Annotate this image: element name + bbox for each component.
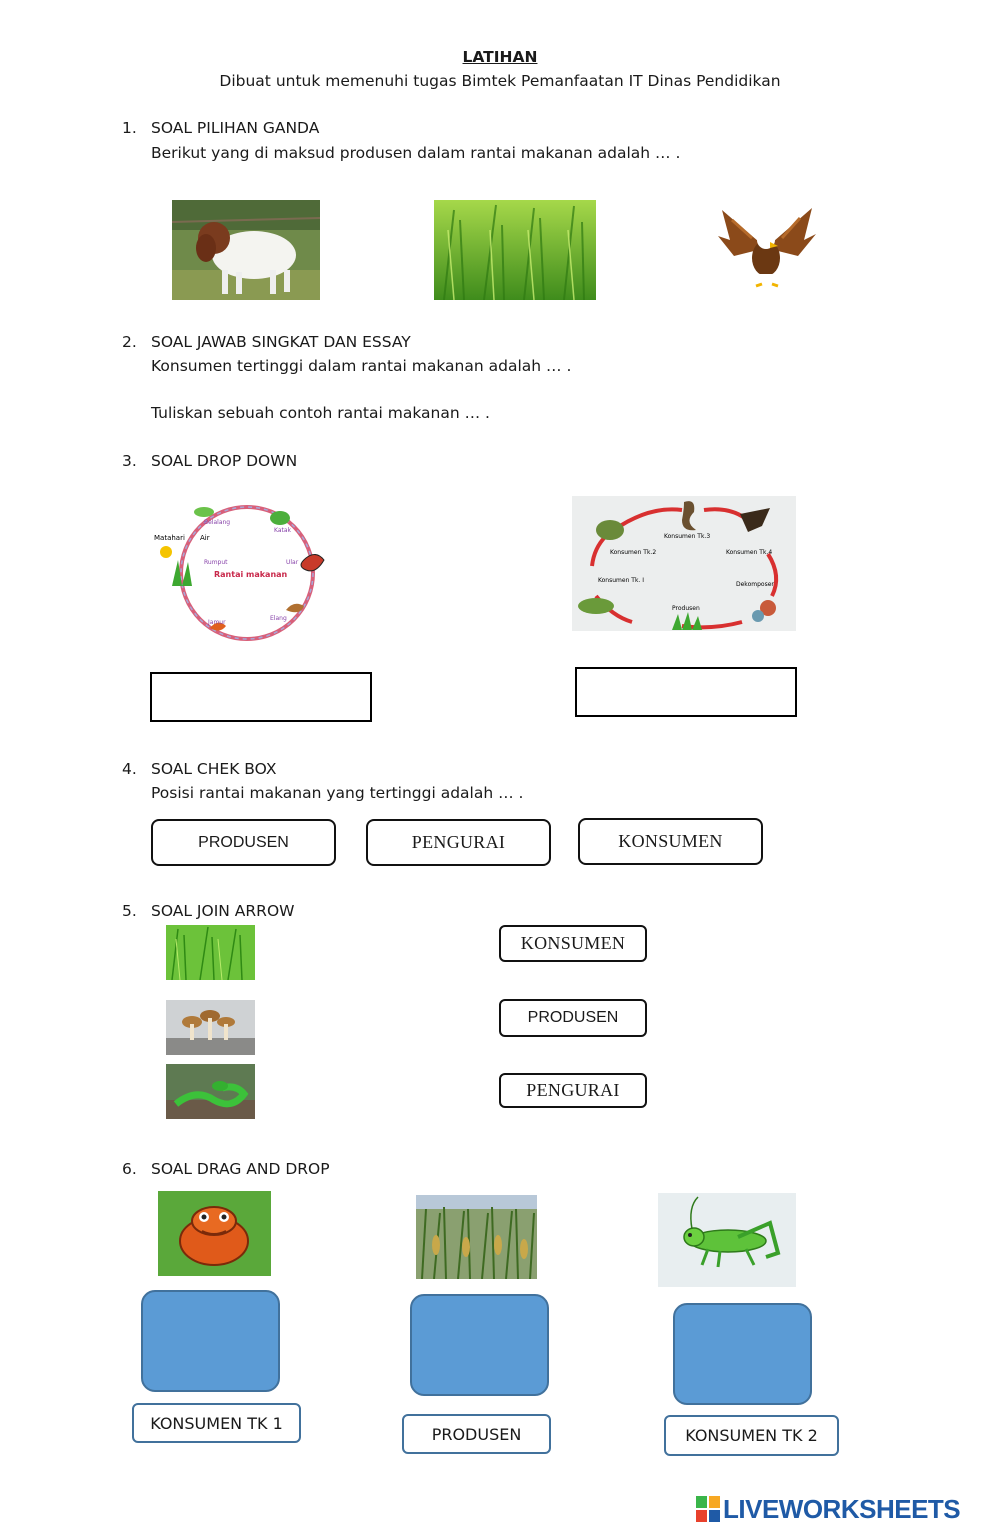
q1-heading: SOAL PILIHAN GANDA bbox=[151, 119, 320, 137]
drag-label-konsumen-tk2[interactable]: KONSUMEN TK 2 bbox=[664, 1415, 839, 1456]
drop-zone-3[interactable] bbox=[673, 1303, 812, 1405]
liveworksheets-logo-icon bbox=[696, 1496, 720, 1522]
drop-zone-2[interactable] bbox=[410, 1294, 549, 1396]
grass-image[interactable] bbox=[434, 200, 596, 300]
q6-heading: SOAL DRAG AND DROP bbox=[151, 1160, 330, 1178]
diagram1-label-matahari: Matahari bbox=[154, 534, 185, 542]
diagram2-label-tk3: Konsumen Tk.3 bbox=[664, 533, 711, 540]
diagram2-label-tk1: Konsumen Tk. I bbox=[598, 577, 645, 584]
q2-number: 2. bbox=[122, 333, 137, 351]
diagram1-label-belalang: Belalang bbox=[204, 519, 231, 526]
q5-number: 5. bbox=[122, 902, 137, 920]
drag-label-produsen[interactable]: PRODUSEN bbox=[402, 1414, 551, 1454]
join-target-produsen[interactable]: PRODUSEN bbox=[499, 999, 647, 1037]
drag-rice-image[interactable] bbox=[416, 1195, 537, 1279]
diagram1-label-air: Air bbox=[200, 534, 210, 542]
diagram2-label-tk4: Konsumen Tk.4 bbox=[726, 549, 773, 556]
checkbox-option-produsen[interactable]: PRODUSEN bbox=[151, 819, 336, 866]
page-subtitle: Dibuat untuk memenuhi tugas Bimtek Pemanfaatan IT Dinas Pendidikan bbox=[219, 72, 781, 90]
diagram2-label-tk2: Konsumen Tk.2 bbox=[610, 549, 657, 556]
q1-question: Berikut yang di maksud produsen dalam rantai makanan adalah … . bbox=[151, 144, 681, 162]
join-snake-image[interactable] bbox=[166, 1064, 255, 1119]
page-title: LATIHAN bbox=[462, 48, 538, 66]
dropdown-answer-1[interactable] bbox=[150, 672, 372, 722]
goat-image[interactable] bbox=[172, 200, 320, 300]
dropdown-answer-2[interactable] bbox=[575, 667, 797, 717]
join-grass-image[interactable] bbox=[166, 925, 255, 980]
food-chain-diagram-circle bbox=[152, 500, 338, 650]
join-target-konsumen[interactable]: KONSUMEN bbox=[499, 925, 647, 962]
q2-question-1: Konsumen tertinggi dalam rantai makanan adalah … . bbox=[151, 357, 572, 375]
diagram2-label-dekomposer: Dekomposer bbox=[736, 581, 774, 588]
join-mushroom-image[interactable] bbox=[166, 1000, 255, 1055]
drag-label-konsumen-tk1[interactable]: KONSUMEN TK 1 bbox=[132, 1403, 301, 1443]
eagle-image[interactable] bbox=[712, 200, 820, 292]
drag-frog-image[interactable] bbox=[158, 1191, 271, 1276]
q2-question-2: Tuliskan sebuah contoh rantai makanan … . bbox=[151, 404, 490, 422]
drag-grasshopper-image[interactable] bbox=[658, 1193, 796, 1287]
diagram1-label-katak: Katak bbox=[274, 527, 292, 534]
q3-number: 3. bbox=[122, 452, 137, 470]
q4-heading: SOAL CHEK BOX bbox=[151, 760, 277, 778]
q6-number: 6. bbox=[122, 1160, 137, 1178]
liveworksheets-logo bbox=[696, 1493, 994, 1525]
checkbox-option-pengurai[interactable]: PENGURAI bbox=[366, 819, 551, 866]
q5-heading: SOAL JOIN ARROW bbox=[151, 902, 295, 920]
q4-number: 4. bbox=[122, 760, 137, 778]
liveworksheets-logo-text: LIVEWORKSHEETS bbox=[723, 1493, 961, 1524]
diagram1-label-elang: Elang bbox=[270, 615, 287, 622]
q3-heading: SOAL DROP DOWN bbox=[151, 452, 298, 470]
drop-zone-1[interactable] bbox=[141, 1290, 280, 1392]
q4-question: Posisi rantai makanan yang tertinggi adalah … . bbox=[151, 784, 524, 802]
checkbox-option-konsumen[interactable]: KONSUMEN bbox=[578, 818, 763, 865]
q1-number: 1. bbox=[122, 119, 137, 137]
diagram1-center-label: Rantai makanan bbox=[214, 570, 288, 579]
food-chain-diagram-cycle bbox=[572, 496, 796, 631]
diagram1-label-jamur: Jamur bbox=[208, 619, 226, 626]
join-target-pengurai[interactable]: PENGURAI bbox=[499, 1073, 647, 1108]
diagram2-label-produsen: Produsen bbox=[672, 605, 700, 612]
diagram1-label-ular: Ular bbox=[286, 559, 299, 566]
diagram1-label-rumput: Rumput bbox=[204, 559, 228, 566]
q2-heading: SOAL JAWAB SINGKAT DAN ESSAY bbox=[151, 333, 411, 351]
